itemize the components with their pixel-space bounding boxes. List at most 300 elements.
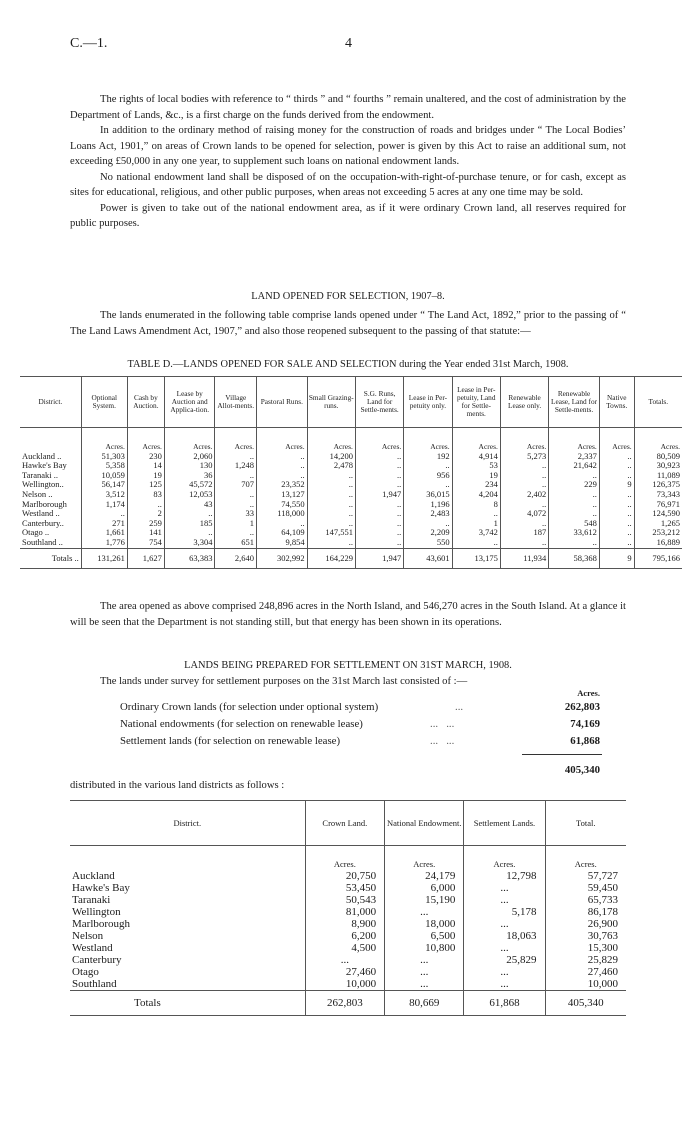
value-cell: ...	[385, 906, 464, 918]
summary-value: 74,169	[570, 718, 600, 730]
value-cell: 2,060	[164, 452, 215, 462]
value-cell: 53,450	[305, 882, 385, 894]
value-cell: ..	[599, 500, 634, 510]
value-cell: Acres.	[307, 428, 355, 452]
value-cell: 548	[549, 519, 600, 529]
district-name: Southland	[72, 978, 117, 990]
col-header: District.	[70, 801, 305, 846]
district-name: Marlborough	[72, 918, 131, 930]
value-cell: 130	[164, 461, 215, 471]
district-cell: Wellington..	[22, 479, 64, 490]
district-cell: Southland ..	[22, 536, 63, 547]
district-cell	[70, 930, 305, 942]
table-row	[70, 954, 626, 966]
value-cell: 20,750	[305, 870, 385, 882]
district-cell	[70, 954, 305, 966]
value-cell: 58,368	[549, 548, 600, 569]
paragraph: Power is given to take out of the national endowment area, as if it were ordinary Crown land, all reserves required for public purposes.	[70, 202, 626, 229]
total-cell: 80,669	[385, 991, 464, 1016]
col-header: Renewable Lease, Land for Settle-ments.	[549, 377, 600, 428]
value-cell: ..	[355, 538, 403, 548]
paragraph: In addition to the ordinary method of raising money for the construction of roads and bridges under “ The Local Bodies’ Loans Act, 1901,” on areas of Crown lands to be opened for selection, power is given by this Act to raise an additional sum, not exceeding £50,000 in any one year, to supplement such loans on national endowment lands.	[70, 125, 626, 167]
district-name: Westland	[72, 942, 113, 954]
value-cell: ...	[385, 978, 464, 991]
value-cell: 15,300	[545, 942, 626, 954]
value-cell: 754	[127, 538, 164, 548]
value-cell: 234	[452, 480, 500, 490]
table-row	[70, 906, 626, 918]
value-cell: ..	[307, 500, 355, 510]
value-cell: 81,000	[305, 906, 385, 918]
value-cell: Acres.	[549, 428, 600, 452]
value-cell: 131,261	[81, 548, 127, 569]
value-cell: 550	[404, 538, 452, 548]
summary-label: Ordinary Crown lands (for selection under optional system)	[120, 701, 379, 713]
value-cell: 30,763	[545, 930, 626, 942]
value-cell: Acres.	[404, 428, 452, 452]
value-cell: 10,000	[305, 978, 385, 991]
value-cell: 51,303	[81, 452, 127, 462]
value-cell: ..	[599, 452, 634, 462]
value-cell: 18,063	[464, 930, 545, 942]
paragraph: The lands enumerated in the following table comprise lands opened under “ The Land Act, 1892,” prior to the passing of “ The Land Laws Amendment Act, 1907,” and also those reopened subsequent to the passing of that statute:—	[70, 310, 626, 337]
value-cell: 13,175	[452, 548, 500, 569]
value-cell: 4,500	[305, 942, 385, 954]
page-number: 4	[345, 36, 352, 51]
col-header: Optional System.	[81, 377, 127, 428]
value-cell: 56,147	[81, 480, 127, 490]
value-cell: 125	[127, 480, 164, 490]
value-cell: ..	[307, 538, 355, 548]
value-cell: ..	[307, 490, 355, 500]
value-cell: 1,196	[404, 500, 452, 510]
value-cell: ..	[355, 452, 403, 462]
value-cell: ..	[215, 500, 257, 510]
value-cell: ..	[355, 480, 403, 490]
district-cell	[70, 942, 305, 954]
value-cell: ..	[307, 471, 355, 481]
value-cell: ..	[355, 461, 403, 471]
value-cell: ..	[549, 509, 600, 519]
value-cell: ..	[549, 500, 600, 510]
value-cell: 271	[81, 519, 127, 529]
col-header: Cash by Auction.	[127, 377, 164, 428]
value-cell: ..	[549, 490, 600, 500]
value-cell: ...	[464, 966, 545, 978]
value-cell: ..	[500, 471, 548, 481]
distributed-intro: distributed in the various land districts as follows :	[70, 780, 285, 791]
table-row	[70, 870, 626, 882]
value-cell: 2,478	[307, 461, 355, 471]
value-cell: ..	[599, 538, 634, 548]
value-cell: 36	[164, 471, 215, 481]
value-cell: 65,733	[545, 894, 626, 906]
value-cell: 147,551	[307, 528, 355, 538]
unit-cell: Acres.	[305, 846, 385, 871]
value-cell: 4,072	[500, 509, 548, 519]
table-row	[70, 942, 626, 954]
col-header: District.	[20, 377, 81, 428]
value-cell: ...	[464, 918, 545, 930]
value-cell: ..	[257, 461, 308, 471]
value-cell: 1,627	[127, 548, 164, 569]
value-cell: 1,174	[81, 500, 127, 510]
heading-opened: LAND OPENED FOR SELECTION, 1907–8.	[251, 291, 445, 302]
col-header: S.G. Runs, Land for Settle-ments.	[355, 377, 403, 428]
unit-cell: Acres.	[545, 846, 626, 871]
value-cell: 3,304	[164, 538, 215, 548]
value-cell: 45,572	[164, 480, 215, 490]
unit-cell	[70, 846, 305, 871]
value-cell: 33,612	[549, 528, 600, 538]
value-cell: 19	[127, 471, 164, 481]
value-cell: 11,934	[500, 548, 548, 569]
value-cell: Acres.	[634, 428, 682, 452]
value-cell: ..	[355, 471, 403, 481]
value-cell: 1	[452, 519, 500, 529]
value-cell: 18,000	[385, 918, 464, 930]
value-cell: 50,543	[305, 894, 385, 906]
value-cell: 1,661	[81, 528, 127, 538]
district-cell	[70, 870, 305, 882]
value-cell: 8	[452, 500, 500, 510]
value-cell: ..	[599, 509, 634, 519]
value-cell: ..	[549, 471, 600, 481]
value-cell: 9	[599, 480, 634, 490]
value-cell: 9	[599, 548, 634, 569]
value-cell: 15,190	[385, 894, 464, 906]
value-cell: ..	[215, 471, 257, 481]
value-cell: 4,204	[452, 490, 500, 500]
value-cell: 302,992	[257, 548, 308, 569]
value-cell: ..	[164, 528, 215, 538]
value-cell: 10,800	[385, 942, 464, 954]
district-cell	[20, 428, 81, 452]
value-cell: 5,358	[81, 461, 127, 471]
table-districts	[70, 800, 626, 1016]
value-cell: ..	[404, 461, 452, 471]
value-cell: 6,200	[305, 930, 385, 942]
value-cell: 707	[215, 480, 257, 490]
value-cell: ..	[81, 509, 127, 519]
col-header: Totals.	[634, 377, 682, 428]
sum-rule	[522, 754, 602, 755]
value-cell: 795,166	[634, 548, 682, 569]
summary-row: National endowments (for selection on renewable lease) ... ... 74,169	[120, 718, 600, 730]
district-name: Taranaki	[72, 894, 111, 906]
table-d	[20, 376, 682, 569]
value-cell: ..	[355, 519, 403, 529]
value-cell: 63,383	[164, 548, 215, 569]
summary-row: Settlement lands (for selection on renewable lease) ... ... 61,868	[120, 735, 600, 747]
value-cell: ...	[464, 978, 545, 991]
value-cell: 12,798	[464, 870, 545, 882]
value-cell: 5,178	[464, 906, 545, 918]
value-cell: 4,914	[452, 452, 500, 462]
page-header	[70, 36, 630, 56]
value-cell: ..	[500, 480, 548, 490]
value-cell: ..	[599, 490, 634, 500]
value-cell: 59,450	[545, 882, 626, 894]
distributed-intro-block	[70, 778, 626, 794]
value-cell: 9,854	[257, 538, 308, 548]
value-cell: ..	[215, 528, 257, 538]
value-cell: 11,089	[634, 471, 682, 481]
table-row	[70, 930, 626, 942]
value-cell: 74,550	[257, 500, 308, 510]
value-cell: 229	[549, 480, 600, 490]
value-cell: 8,900	[305, 918, 385, 930]
value-cell: 10,000	[545, 978, 626, 991]
unit-cell: Acres.	[464, 846, 545, 871]
district-cell: Totals ..	[20, 548, 81, 569]
district-name: Auckland	[72, 870, 115, 882]
value-cell: 253,212	[634, 528, 682, 538]
district-name: Canterbury	[72, 954, 122, 966]
table-header-row	[20, 377, 682, 428]
value-cell: 1	[215, 519, 257, 529]
value-cell: 13,127	[257, 490, 308, 500]
table-d-caption: TABLE D.—LANDS OPENED FOR SALE AND SELECTION during the Year ended 31st March, 1908.	[127, 359, 569, 370]
totals-row	[20, 548, 682, 569]
heading-prepared: LANDS BEING PREPARED FOR SETTLEMENT ON 31ST MARCH, 1908.	[184, 660, 512, 671]
value-cell: ..	[215, 490, 257, 500]
value-cell: ..	[257, 519, 308, 529]
value-cell: 2,640	[215, 548, 257, 569]
value-cell: 27,460	[305, 966, 385, 978]
district-name: Hawke's Bay	[72, 882, 130, 894]
value-cell: 14	[127, 461, 164, 471]
district-cell: Auckland ..	[22, 450, 62, 461]
value-cell: ..	[307, 519, 355, 529]
district-name: Otago	[72, 966, 99, 978]
value-cell: Acres.	[164, 428, 215, 452]
value-cell: Acres.	[257, 428, 308, 452]
value-cell: ..	[500, 461, 548, 471]
summary-value: 61,868	[570, 735, 600, 747]
value-cell: 27,460	[545, 966, 626, 978]
value-cell: ..	[355, 509, 403, 519]
district-cell: Nelson ..	[22, 488, 53, 499]
value-cell: ...	[464, 942, 545, 954]
col-header: Lease in Per-petuity only.	[404, 377, 452, 428]
table-row	[70, 978, 626, 991]
value-cell: 36,015	[404, 490, 452, 500]
value-cell: ..	[599, 471, 634, 481]
value-cell: ..	[500, 538, 548, 548]
value-cell: ..	[500, 500, 548, 510]
value-cell: ..	[127, 500, 164, 510]
value-cell: 43,601	[404, 548, 452, 569]
value-cell: 124,590	[634, 509, 682, 519]
summary-label: Settlement lands (for selection on renewable lease)	[120, 735, 341, 747]
value-cell: ..	[404, 480, 452, 490]
value-cell: 192	[404, 452, 452, 462]
district-cell: Otago ..	[22, 527, 50, 538]
value-cell: ..	[500, 519, 548, 529]
table-row	[70, 894, 626, 906]
totals-label: Totals	[70, 991, 305, 1016]
value-cell: ..	[257, 471, 308, 481]
value-cell: Acres.	[81, 428, 127, 452]
value-cell: ...	[385, 966, 464, 978]
value-cell: ..	[355, 500, 403, 510]
prose-opened	[70, 308, 626, 339]
prose-top	[70, 92, 626, 232]
paragraph: The area opened as above comprised 248,896 acres in the North Island, and 546,270 acres in the South Island. At a glance it will be seen that the Department is not standing still, but that energy has been shown in its operations.	[70, 601, 626, 628]
value-cell: 1,265	[634, 519, 682, 529]
value-cell: Acres.	[599, 428, 634, 452]
value-cell: 5,273	[500, 452, 548, 462]
value-cell: ...	[464, 882, 545, 894]
value-cell: 2,483	[404, 509, 452, 519]
value-cell: ..	[215, 452, 257, 462]
value-cell: 14,200	[307, 452, 355, 462]
value-cell: 118,000	[257, 509, 308, 519]
value-cell: 24,179	[385, 870, 464, 882]
district-cell: Marlborough	[22, 498, 67, 509]
value-cell: 73,343	[634, 490, 682, 500]
value-cell: 26,900	[545, 918, 626, 930]
value-cell: 25,829	[545, 954, 626, 966]
district-name: Wellington	[72, 906, 121, 918]
value-cell: 651	[215, 538, 257, 548]
value-cell: ..	[599, 461, 634, 471]
value-cell: 57,727	[545, 870, 626, 882]
value-cell: 2,337	[549, 452, 600, 462]
prose-after	[70, 599, 626, 630]
value-cell: Acres.	[500, 428, 548, 452]
units-row	[20, 428, 682, 452]
paragraph: No national endowment land shall be disposed of on the occupation-with-right-of-purchase tenure, or for cash, except as sites for educational, religious, and other public purposes, when areas not exceeding 5 acres at any one time may be sold.	[70, 171, 626, 198]
district-cell	[70, 918, 305, 930]
report-code: C.—1.	[70, 36, 108, 51]
district-cell	[70, 906, 305, 918]
total-cell: 61,868	[464, 991, 545, 1016]
value-cell: ...	[385, 954, 464, 966]
col-header: Total.	[545, 801, 626, 846]
value-cell: 33	[215, 509, 257, 519]
summary-row: Ordinary Crown lands (for selection under optional system) ... 262,803	[120, 701, 600, 713]
value-cell: 1,776	[81, 538, 127, 548]
value-cell: 230	[127, 452, 164, 462]
table-row	[70, 918, 626, 930]
value-cell: 43	[164, 500, 215, 510]
value-cell: 259	[127, 519, 164, 529]
value-cell: 956	[404, 471, 452, 481]
value-cell: 1,947	[355, 490, 403, 500]
summary-total: 405,340	[564, 764, 600, 776]
value-cell: 2,209	[404, 528, 452, 538]
col-header: Renewable Lease only.	[500, 377, 548, 428]
value-cell: 83	[127, 490, 164, 500]
col-header: Lease by Auction and Applica-tion.	[164, 377, 215, 428]
value-cell: 126,375	[634, 480, 682, 490]
value-cell: 6,500	[385, 930, 464, 942]
value-cell: 76,971	[634, 500, 682, 510]
district-cell	[70, 978, 305, 991]
value-cell: ...	[305, 954, 385, 966]
value-cell: 187	[500, 528, 548, 538]
district-cell: Canterbury..	[22, 517, 64, 528]
table-row	[20, 538, 682, 548]
col-header: Settlement Lands.	[464, 801, 545, 846]
value-cell: 19	[452, 471, 500, 481]
col-header: Pastoral Runs.	[257, 377, 308, 428]
value-cell: ..	[307, 509, 355, 519]
value-cell: 12,053	[164, 490, 215, 500]
value-cell: ..	[599, 519, 634, 529]
value-cell: ...	[464, 894, 545, 906]
col-header: Lease in Per-petuity, Land for Settle-ments.	[452, 377, 500, 428]
value-cell: 185	[164, 519, 215, 529]
value-cell: ..	[355, 528, 403, 538]
value-cell: 2	[127, 509, 164, 519]
value-cell: 30,923	[634, 461, 682, 471]
value-cell: 80,509	[634, 452, 682, 462]
value-cell: ..	[549, 538, 600, 548]
value-cell: 86,178	[545, 906, 626, 918]
col-header: Crown Land.	[305, 801, 385, 846]
table-row	[70, 882, 626, 894]
district-cell	[70, 966, 305, 978]
district-name: Nelson	[72, 930, 104, 942]
district-cell: Taranaki ..	[22, 469, 58, 480]
value-cell: ..	[404, 519, 452, 529]
value-cell: 1,248	[215, 461, 257, 471]
total-cell: 405,340	[545, 991, 626, 1016]
value-cell: ..	[452, 509, 500, 519]
value-cell: Acres.	[452, 428, 500, 452]
units-row	[70, 846, 626, 871]
value-cell: 10,059	[81, 471, 127, 481]
summary-unit: Acres.	[577, 688, 600, 698]
district-cell	[70, 882, 305, 894]
value-cell: 1,947	[355, 548, 403, 569]
table-header-row	[70, 801, 626, 846]
value-cell: ..	[307, 480, 355, 490]
value-cell: ..	[599, 528, 634, 538]
value-cell: 6,000	[385, 882, 464, 894]
value-cell: Acres.	[355, 428, 403, 452]
value-cell: 53	[452, 461, 500, 471]
paragraph: The lands under survey for settlement purposes on the 31st March last consisted of :—	[100, 676, 468, 687]
value-cell: ..	[257, 452, 308, 462]
value-cell: 3,742	[452, 528, 500, 538]
district-cell: Westland ..	[22, 508, 60, 519]
col-header: National Endowment.	[385, 801, 464, 846]
summary-value: 262,803	[564, 701, 600, 713]
value-cell: 23,352	[257, 480, 308, 490]
value-cell: Acres.	[215, 428, 257, 452]
unit-cell: Acres.	[385, 846, 464, 871]
col-header: Village Allot-ments.	[215, 377, 257, 428]
paragraph: The rights of local bodies with reference to “ thirds ” and “ fourths ” remain unaltered, and the cost of administration by the Department of Lands, &c., is a first charge on the funds derived from the endowment.	[70, 94, 626, 121]
district-cell: Hawke's Bay	[22, 460, 67, 471]
col-header: Native Towns.	[599, 377, 634, 428]
value-cell: ..	[452, 538, 500, 548]
value-cell: 16,889	[634, 538, 682, 548]
value-cell: 64,109	[257, 528, 308, 538]
col-header: Small Grazing-runs.	[307, 377, 355, 428]
value-cell: Acres.	[127, 428, 164, 452]
value-cell: 21,642	[549, 461, 600, 471]
totals-row	[70, 991, 626, 1016]
value-cell: ..	[164, 509, 215, 519]
total-cell: 262,803	[305, 991, 385, 1016]
summary-label: National endowments (for selection on renewable lease)	[120, 718, 363, 730]
table-row	[70, 966, 626, 978]
